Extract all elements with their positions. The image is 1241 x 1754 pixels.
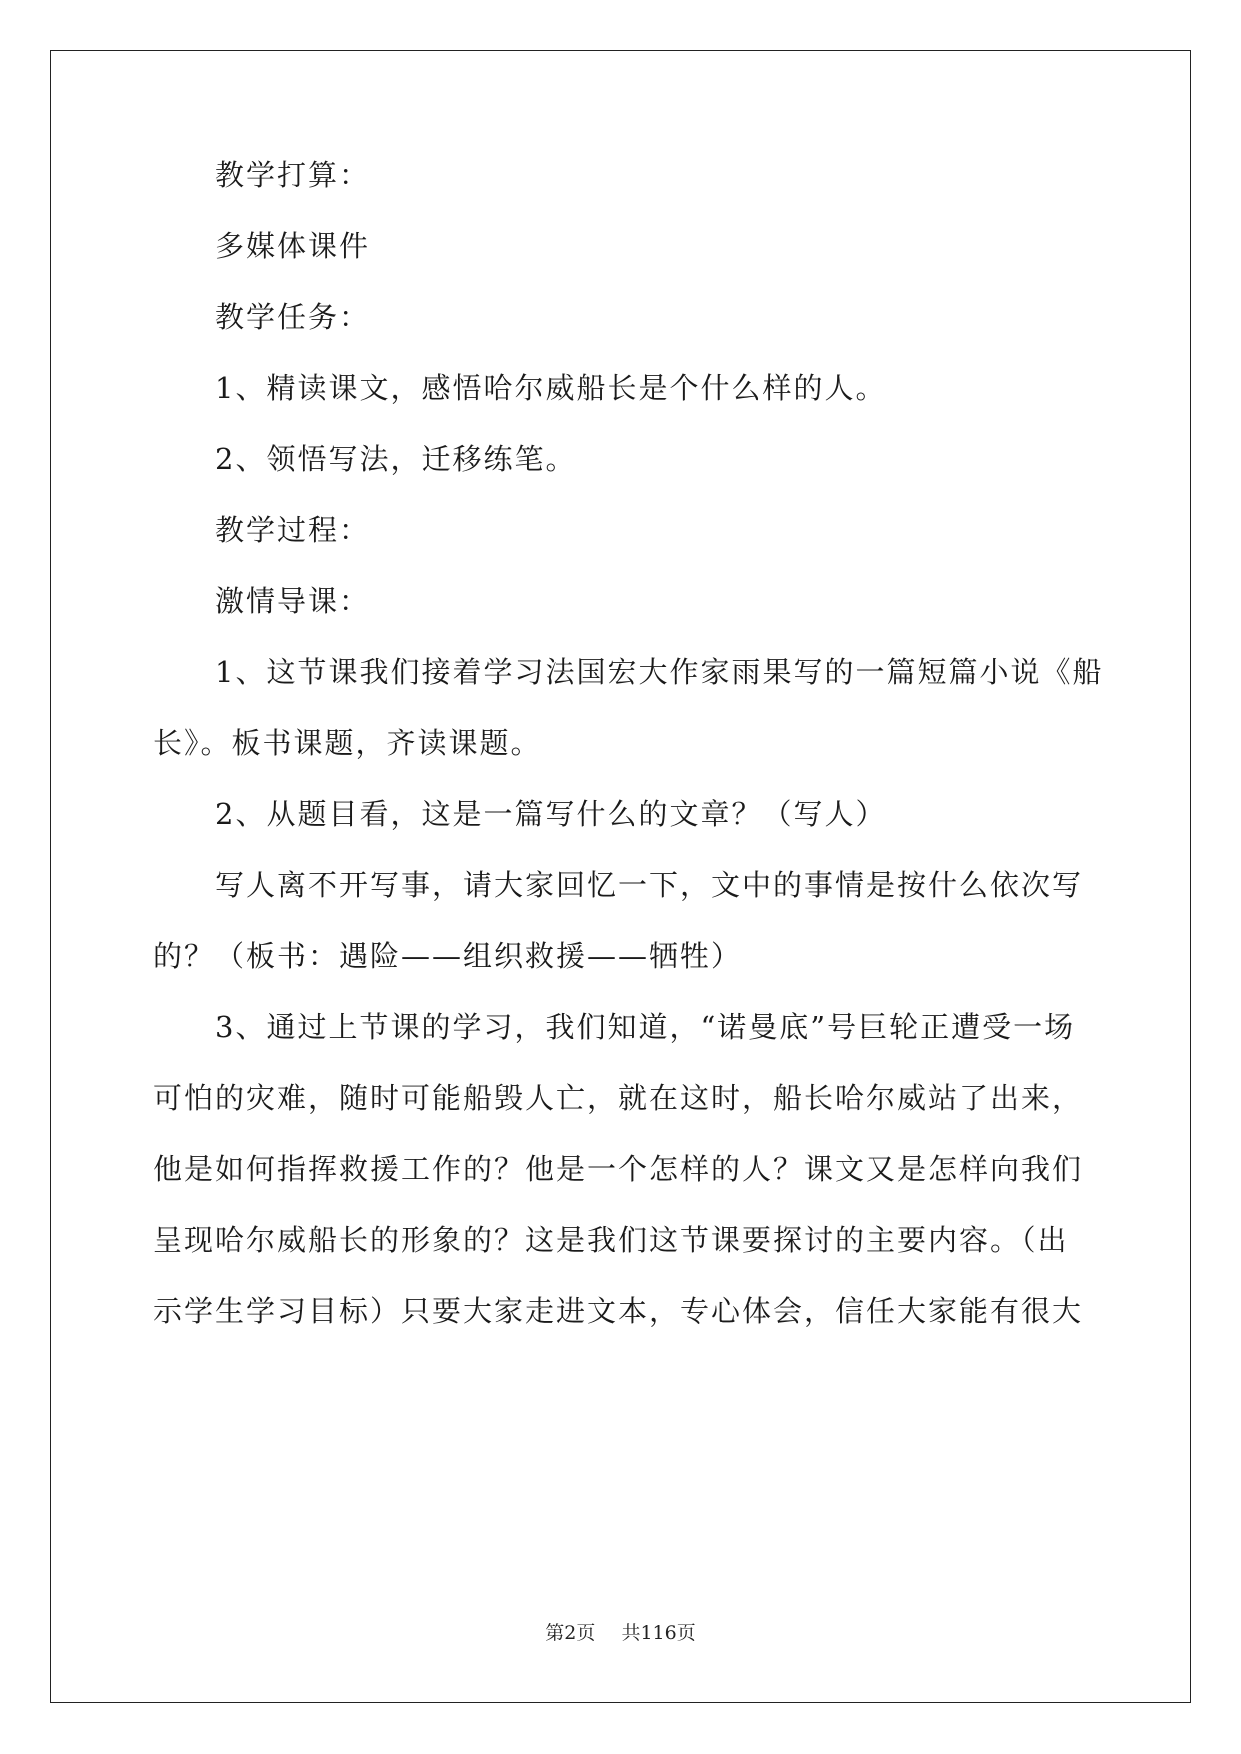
text-line: 2、从题目看，这是一篇写什么的文章？（写人） <box>215 797 887 831</box>
text-line: 1、这节课我们接着学习法国宏大作家雨果写的一篇短篇小说《船 <box>215 655 1104 689</box>
text-line: 教学过程： <box>215 513 371 547</box>
text-line: 写人离不开写事，请大家回忆一下，文中的事情是按什么依次写 <box>215 868 1084 902</box>
page-total: 共116页 <box>621 1622 696 1644</box>
text-line: 呈现哈尔威船长的形象的？这是我们这节课要探讨的主要内容。（出 <box>153 1223 1069 1257</box>
text-line: 2、领悟写法，迁移练笔。 <box>215 442 577 476</box>
text-line: 教学打算： <box>215 158 371 192</box>
text-line: 的？（板书：遇险——组织救援——牺牲） <box>153 939 743 973</box>
page-number: 第2页 <box>545 1622 596 1644</box>
text-line: 多媒体课件 <box>215 229 371 263</box>
text-line: 他是如何指挥救援工作的？他是一个怎样的人？课文又是怎样向我们 <box>153 1152 1084 1186</box>
text-line: 3、通过上节课的学习，我们知道，“诺曼底”号巨轮正遭受一场 <box>215 1010 1076 1044</box>
text-line: 教学任务： <box>215 300 371 334</box>
page-footer <box>0 1618 1241 1645</box>
text-line: 1、精读课文，感悟哈尔威船长是个什么样的人。 <box>215 371 887 405</box>
text-line: 长》。板书课题，齐读课题。 <box>153 726 542 760</box>
text-line: 可怕的灾难，随时可能船毁人亡，就在这时，船长哈尔威站了出来， <box>153 1081 1084 1115</box>
text-line: 激情导课： <box>215 584 371 618</box>
text-line: 示学生学习目标）只要大家走进文本，专心体会，信任大家能有很大 <box>153 1294 1084 1328</box>
